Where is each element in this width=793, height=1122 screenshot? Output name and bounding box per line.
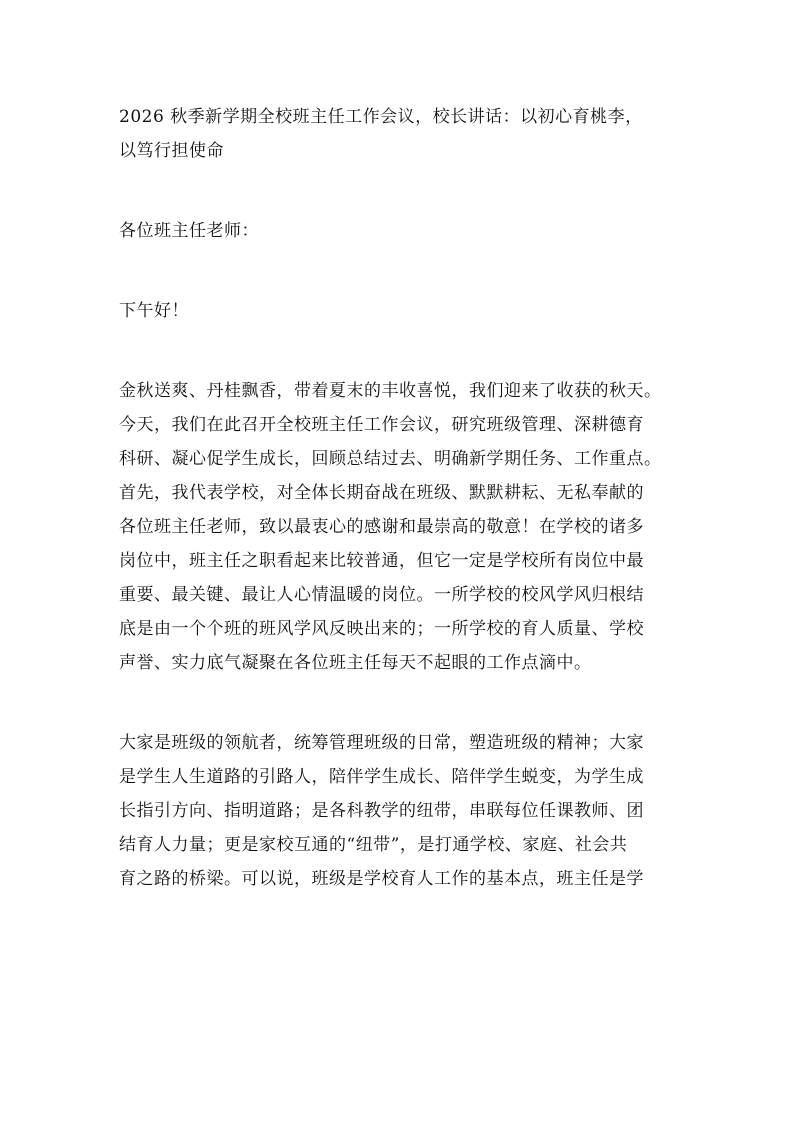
- paragraph-2: [119, 726, 679, 896]
- title-line: 2026 秋季新学期全校班主任工作会议，校长讲话：以初心育桃李，: [119, 107, 643, 127]
- paragraph-line: 重要、最关键、最让人心情温暖的岗位。一所学校的校风学风归根结: [119, 585, 644, 605]
- paragraph-line: 今天，我们在此召开全校班主任工作会议，研究班级管理、深耕德育: [119, 415, 644, 435]
- paragraph-line: 声誉、实力底气凝聚在各位班主任每天不起眼的工作点滴中。: [119, 653, 592, 673]
- paragraph-line: 首先，我代表学校，对全体长期奋战在班级、默默耕耘、无私奉献的: [119, 483, 644, 503]
- paragraph-line: 结育人力量；更是家校互通的“纽带”，是打通学校、家庭、社会共: [119, 835, 628, 855]
- salutation: 各位班主任老师：: [119, 221, 259, 241]
- title-line: 以笃行担使命: [119, 141, 224, 161]
- paragraph-line: 各位班主任老师，致以最衷心的感谢和最崇高的敬意！在学校的诸多: [119, 517, 644, 537]
- paragraph-line: 是学生人生道路的引路人，陪伴学生成长、陪伴学生蜕变，为学生成: [119, 767, 644, 787]
- greeting: 下午好！: [119, 301, 189, 321]
- paragraph-line: 长指引方向、指明道路；是各科教学的纽带，串联每位任课教师、团: [119, 801, 644, 821]
- paragraph-line: 金秋送爽、丹桂飘香，带着夏末的丰收喜悦，我们迎来了收获的秋天。: [119, 381, 662, 401]
- paragraph-line: 岗位中，班主任之职看起来比较普通，但它一定是学校所有岗位中最: [119, 551, 644, 571]
- paragraph-line: 科研、凝心促学生成长，回顾总结过去、明确新学期任务、工作重点。: [119, 449, 662, 469]
- document-title: [119, 100, 679, 168]
- paragraph-line: 育之路的桥梁。可以说，班级是学校育人工作的基本点，班主任是学: [119, 869, 644, 889]
- paragraph-1: [119, 374, 679, 680]
- paragraph-line: 大家是班级的领航者，统筹管理班级的日常，塑造班级的精神；大家: [119, 733, 644, 753]
- paragraph-line: 底是由一个个班的班风学风反映出来的；一所学校的育人质量、学校: [119, 619, 644, 639]
- document-body: [119, 100, 679, 896]
